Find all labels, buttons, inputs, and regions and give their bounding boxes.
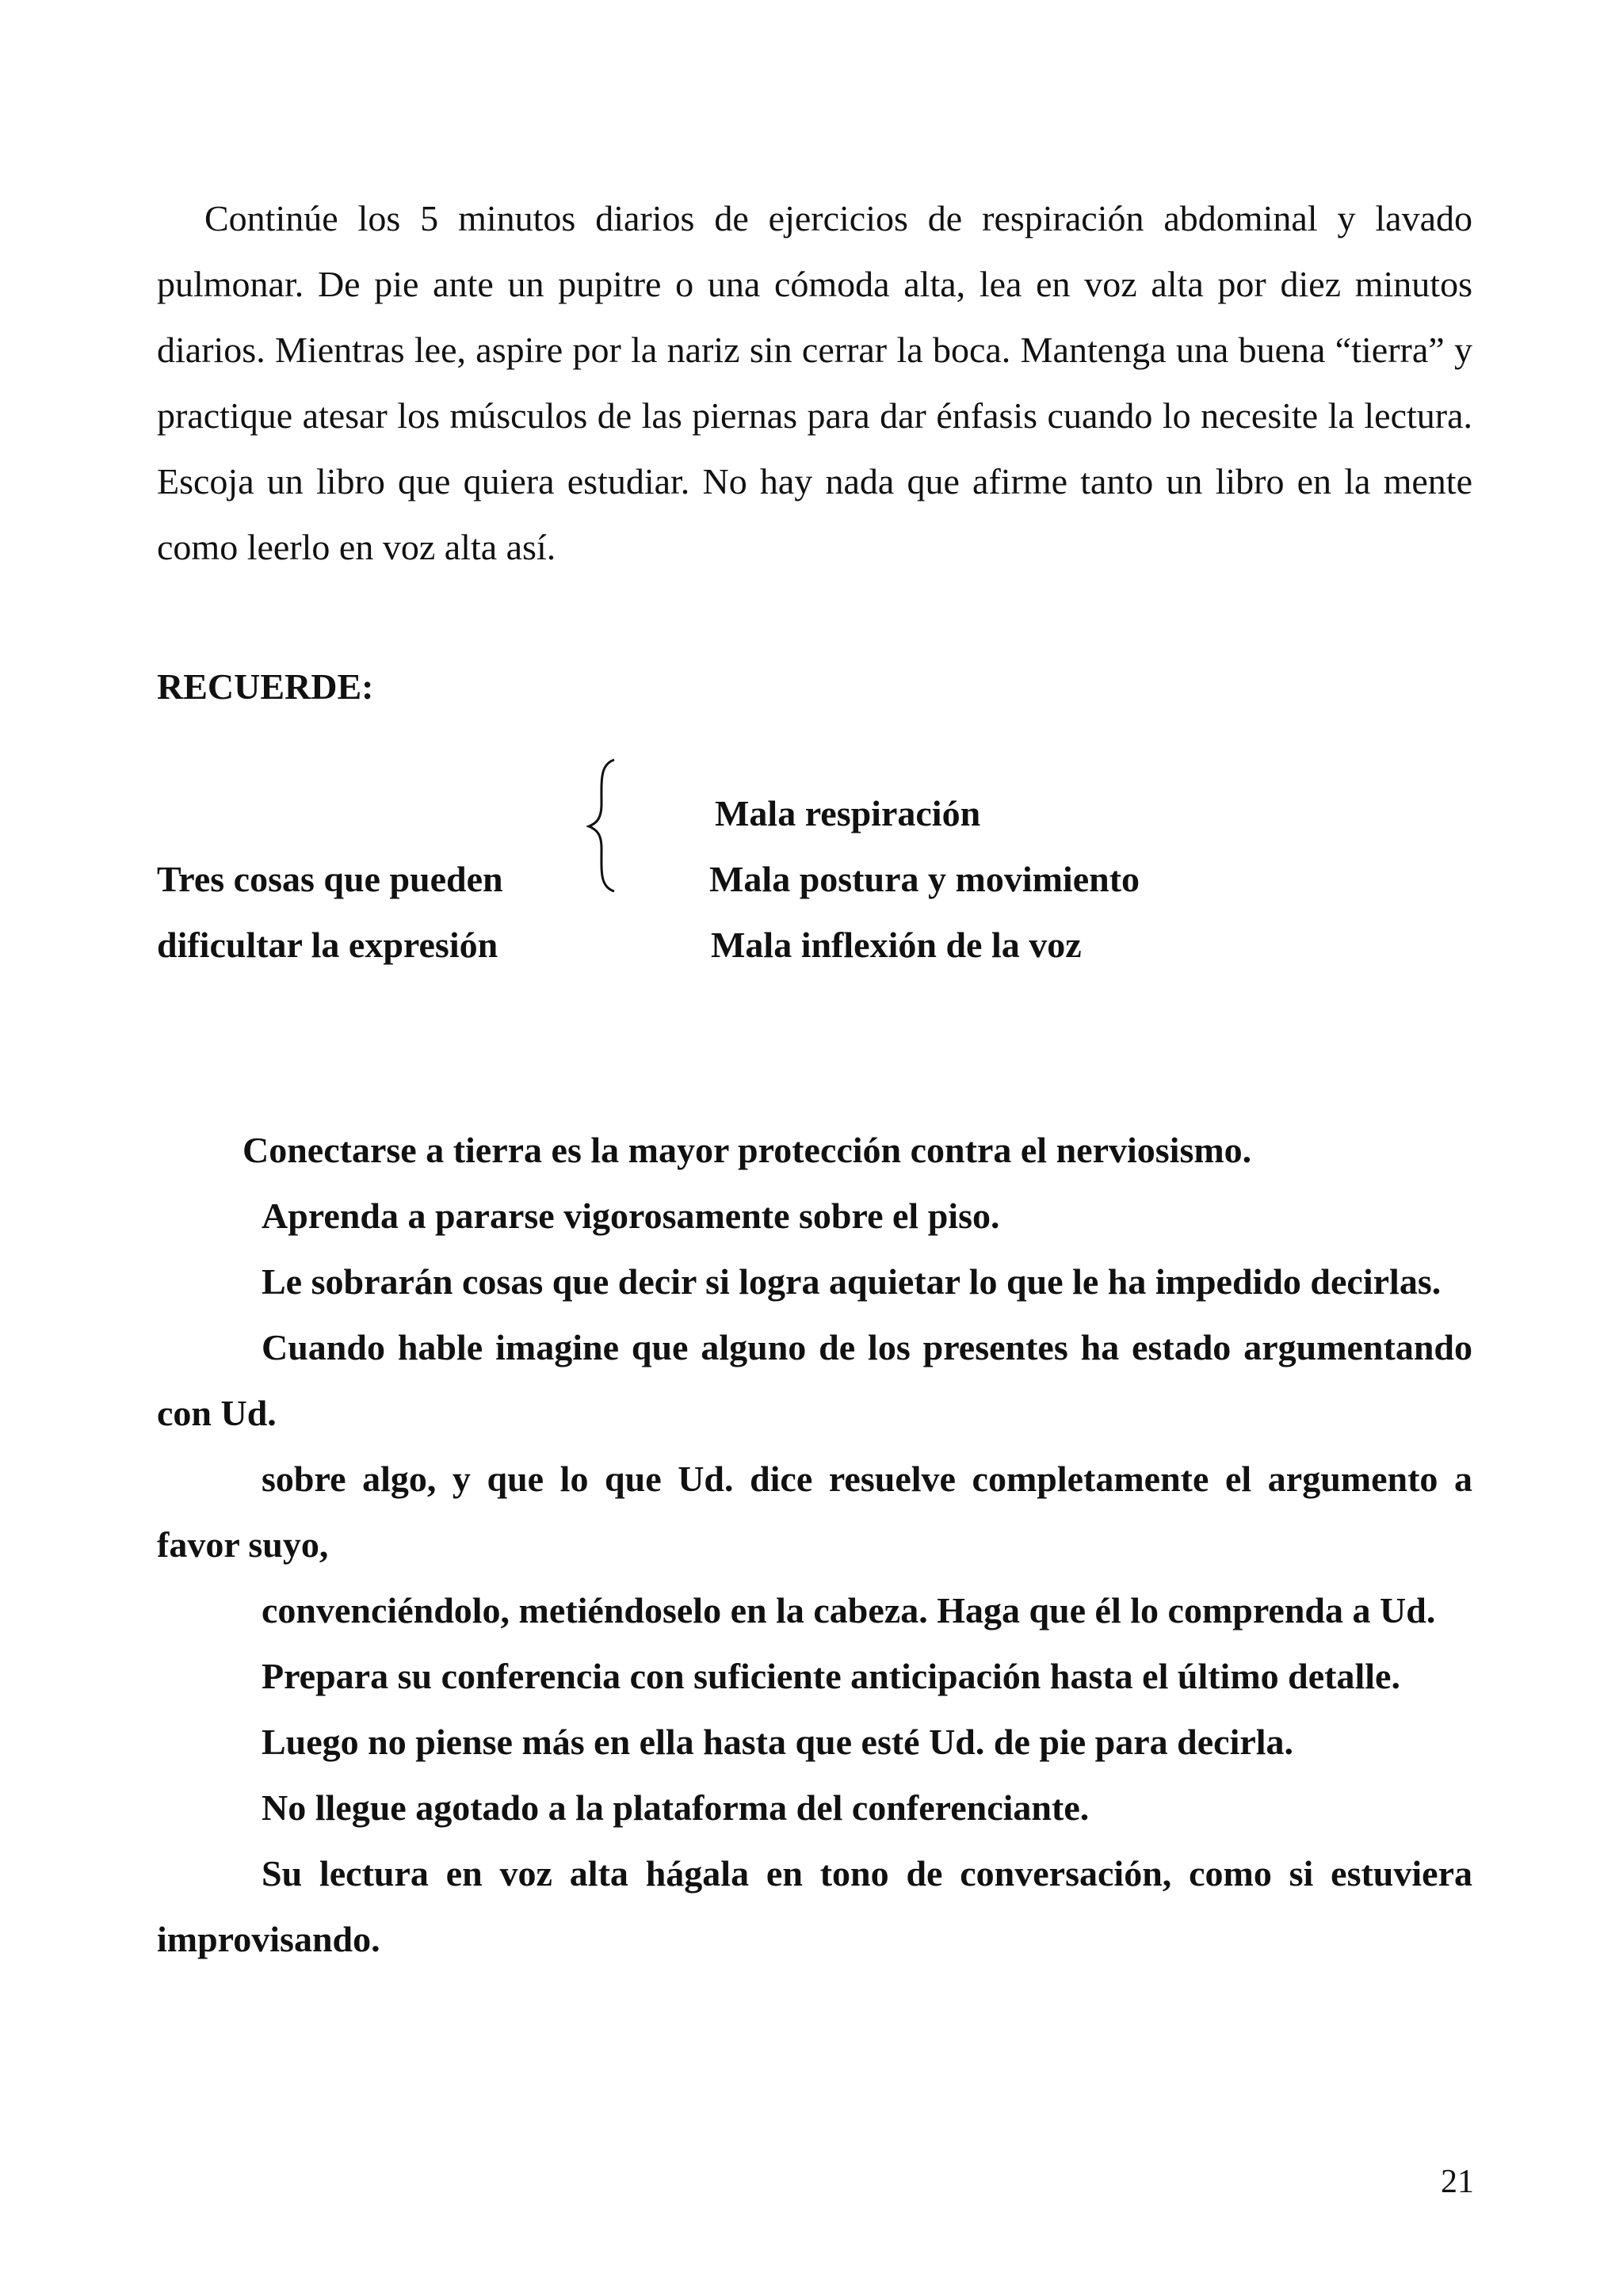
intro-paragraph: Continúe los 5 minutos diarios de ejercicios de respiración abdominal y lavado pulmonar. De pie ante un pupitre o una cómoda alta, lea en voz alta por diez minutos diarios. Mientras lee, aspire por la nariz sin cerrar la boca. Mantenga una buena “tierra” y practique atesar los músculos de las piernas para dar énfasis cuando lo necesite la lectura. Escoja un libro que quiera estudiar. No hay nada que afirme tanto un libro en la mente como leerlo en voz alta así. [157, 198, 1472, 567]
summary-item: Mala inflexión de la voz [711, 925, 1082, 965]
summary-item: Mala postura y movimiento [709, 859, 1140, 899]
summary-label-line2: dificultar la expresión [157, 925, 498, 965]
tip-item: sobre algo, y que lo que Ud. dice resuelve completamente el argumento a favor suyo, [157, 1459, 1472, 1565]
tip-item: Su lectura en voz alta hágala en tono de conversación, como si estuviera improvisando. [157, 1853, 1472, 1959]
summary-label-line1: Tres cosas que pueden [157, 859, 503, 899]
tip-item: convenciéndolo, metiéndoselo en la cabeza. Haga que él lo comprenda a Ud. [262, 1590, 1436, 1630]
curly-brace-icon [582, 757, 622, 895]
tip-item: Luego no piense más en ella hasta que esté Ud. de pie para decirla. [262, 1722, 1294, 1762]
tip-item: Cuando hable imagine que alguno de los presentes ha estado argumentando con Ud. [157, 1327, 1472, 1433]
tip-item: Prepara su conferencia con suficiente anticipación hasta el último detalle. [262, 1656, 1400, 1696]
summary-item: Mala respiración [715, 793, 981, 833]
tip-item: Conectarse a tierra es la mayor protección contra el nerviosismo. [242, 1130, 1252, 1170]
page-number: 21 [1441, 2164, 1474, 2200]
tip-item: No llegue agotado a la plataforma del conferenciante. [262, 1787, 1090, 1828]
tip-item: Aprenda a pararse vigorosamente sobre el piso. [262, 1196, 1000, 1236]
recuerde-heading: RECUERDE: [157, 666, 374, 707]
tips-list [157, 1117, 1472, 1972]
tip-item: Le sobrarán cosas que decir si logra aquietar lo que le ha impedido decirlas. [262, 1261, 1442, 1302]
